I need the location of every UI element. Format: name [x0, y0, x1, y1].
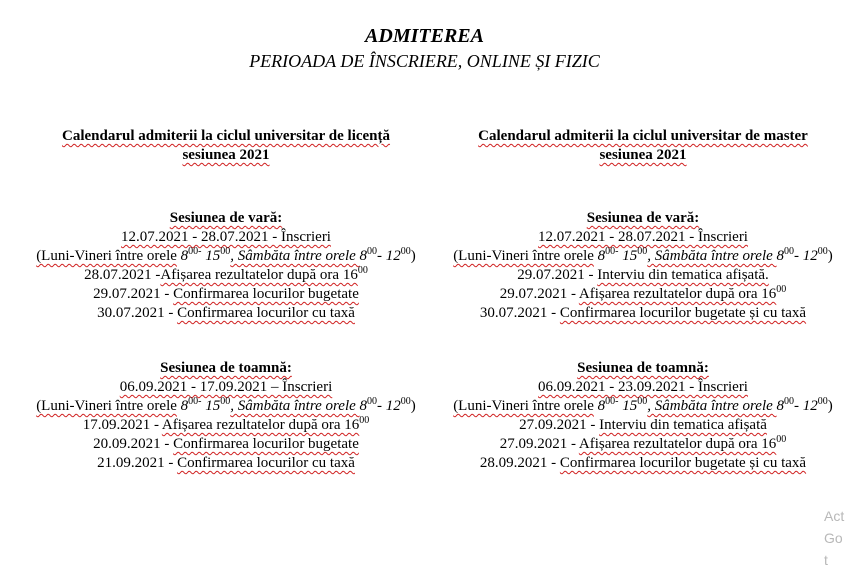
schedule-item: 30.07.2021 - Confirmarea locurilor cu taxă: [97, 305, 355, 321]
schedule-item: 29.07.2021 - Afișarea rezultatelor după ora $16^{00}$: [499, 284, 787, 302]
session-title: Sesiunea de vară:: [586, 210, 700, 226]
registration-line: 12.07.2021 - 28.07.2021 - Înscrieri: [538, 229, 748, 245]
licenta-column: [30, 127, 422, 473]
session-title: Sesiunea de vară:: [169, 210, 283, 226]
schedule-item: 20.09.2021 - Confirmarea locurilor bugetate: [93, 436, 359, 452]
master-column: [447, 127, 839, 473]
registration-line: 06.09.2021 - 17.09.2021 – Înscrieri: [119, 379, 333, 395]
hours-line: (Luni-Vineri între orele $8^{00-}$ $15^{00}$, Sâmbăta între orele $8^{00}-$ $12^{00}$): [453, 396, 833, 414]
schedule-item: 21.09.2021 - Confirmarea locurilor cu taxă: [97, 455, 355, 471]
schedule-item: 27.09.2021 - Afișarea rezultatelor după ora $16^{00}$: [499, 434, 787, 452]
schedule-item: 30.07.2021 - Confirmarea locurilor bugetate și cu taxă: [479, 305, 807, 321]
autumn-session: [30, 359, 422, 473]
session-title: Sesiunea de toamnă:: [160, 360, 292, 376]
schedule-item: 17.09.2021 - Afișarea rezultatelor după ora $16^{00}$: [82, 415, 370, 433]
schedule-item: 29.07.2021 - Interviu din tematica afișată.: [517, 267, 769, 283]
page-title: ADMITEREA: [365, 25, 484, 47]
page-header: [0, 24, 849, 73]
page-subtitle: PERIOADA DE ÎNSCRIERE, ONLINE ȘI FIZIC: [249, 51, 600, 71]
hours-line: (Luni-Vineri între orele $8^{00-}$ $15^{00}$, Sâmbăta între orele $8^{00}-$ $12^{00}$): [36, 396, 416, 414]
schedule-item: 29.07.2021 - Confirmarea locurilor bugetate: [93, 286, 359, 302]
schedule-item: 27.09.2021 - Interviu din tematica afișată: [519, 417, 767, 433]
column-title: Calendarul admiterii la ciclul universitar de licență sesiunea 2021: [61, 128, 391, 163]
hours-line: (Luni-Vineri între orele $8^{00-}$ $15^{00}$, Sâmbăta între orele $8^{00}-$ $12^{00}$): [36, 246, 416, 264]
activate-windows-watermark: Act Go t: [824, 508, 845, 568]
summer-session: [447, 209, 839, 323]
registration-line: 06.09.2021 - 23.09.2021 - Înscrieri: [538, 379, 748, 395]
session-title: Sesiunea de toamnă:: [577, 360, 709, 376]
schedule-item: 28.07.2021 -Afișarea rezultatelor după ora $16^{00}$: [84, 265, 368, 283]
hours-line: (Luni-Vineri între orele $8^{00-}$ $15^{00}$, Sâmbăta între orele $8^{00}-$ $12^{00}$): [453, 246, 833, 264]
column-title: Calendarul admiterii la ciclul universitar de master sesiunea 2021: [478, 128, 808, 163]
summer-session: [30, 209, 422, 323]
schedule-item: 28.09.2021 - Confirmarea locurilor bugetate și cu taxă: [479, 455, 807, 471]
registration-line: 12.07.2021 - 28.07.2021 - Înscrieri: [121, 229, 331, 245]
autumn-session: [447, 359, 839, 473]
